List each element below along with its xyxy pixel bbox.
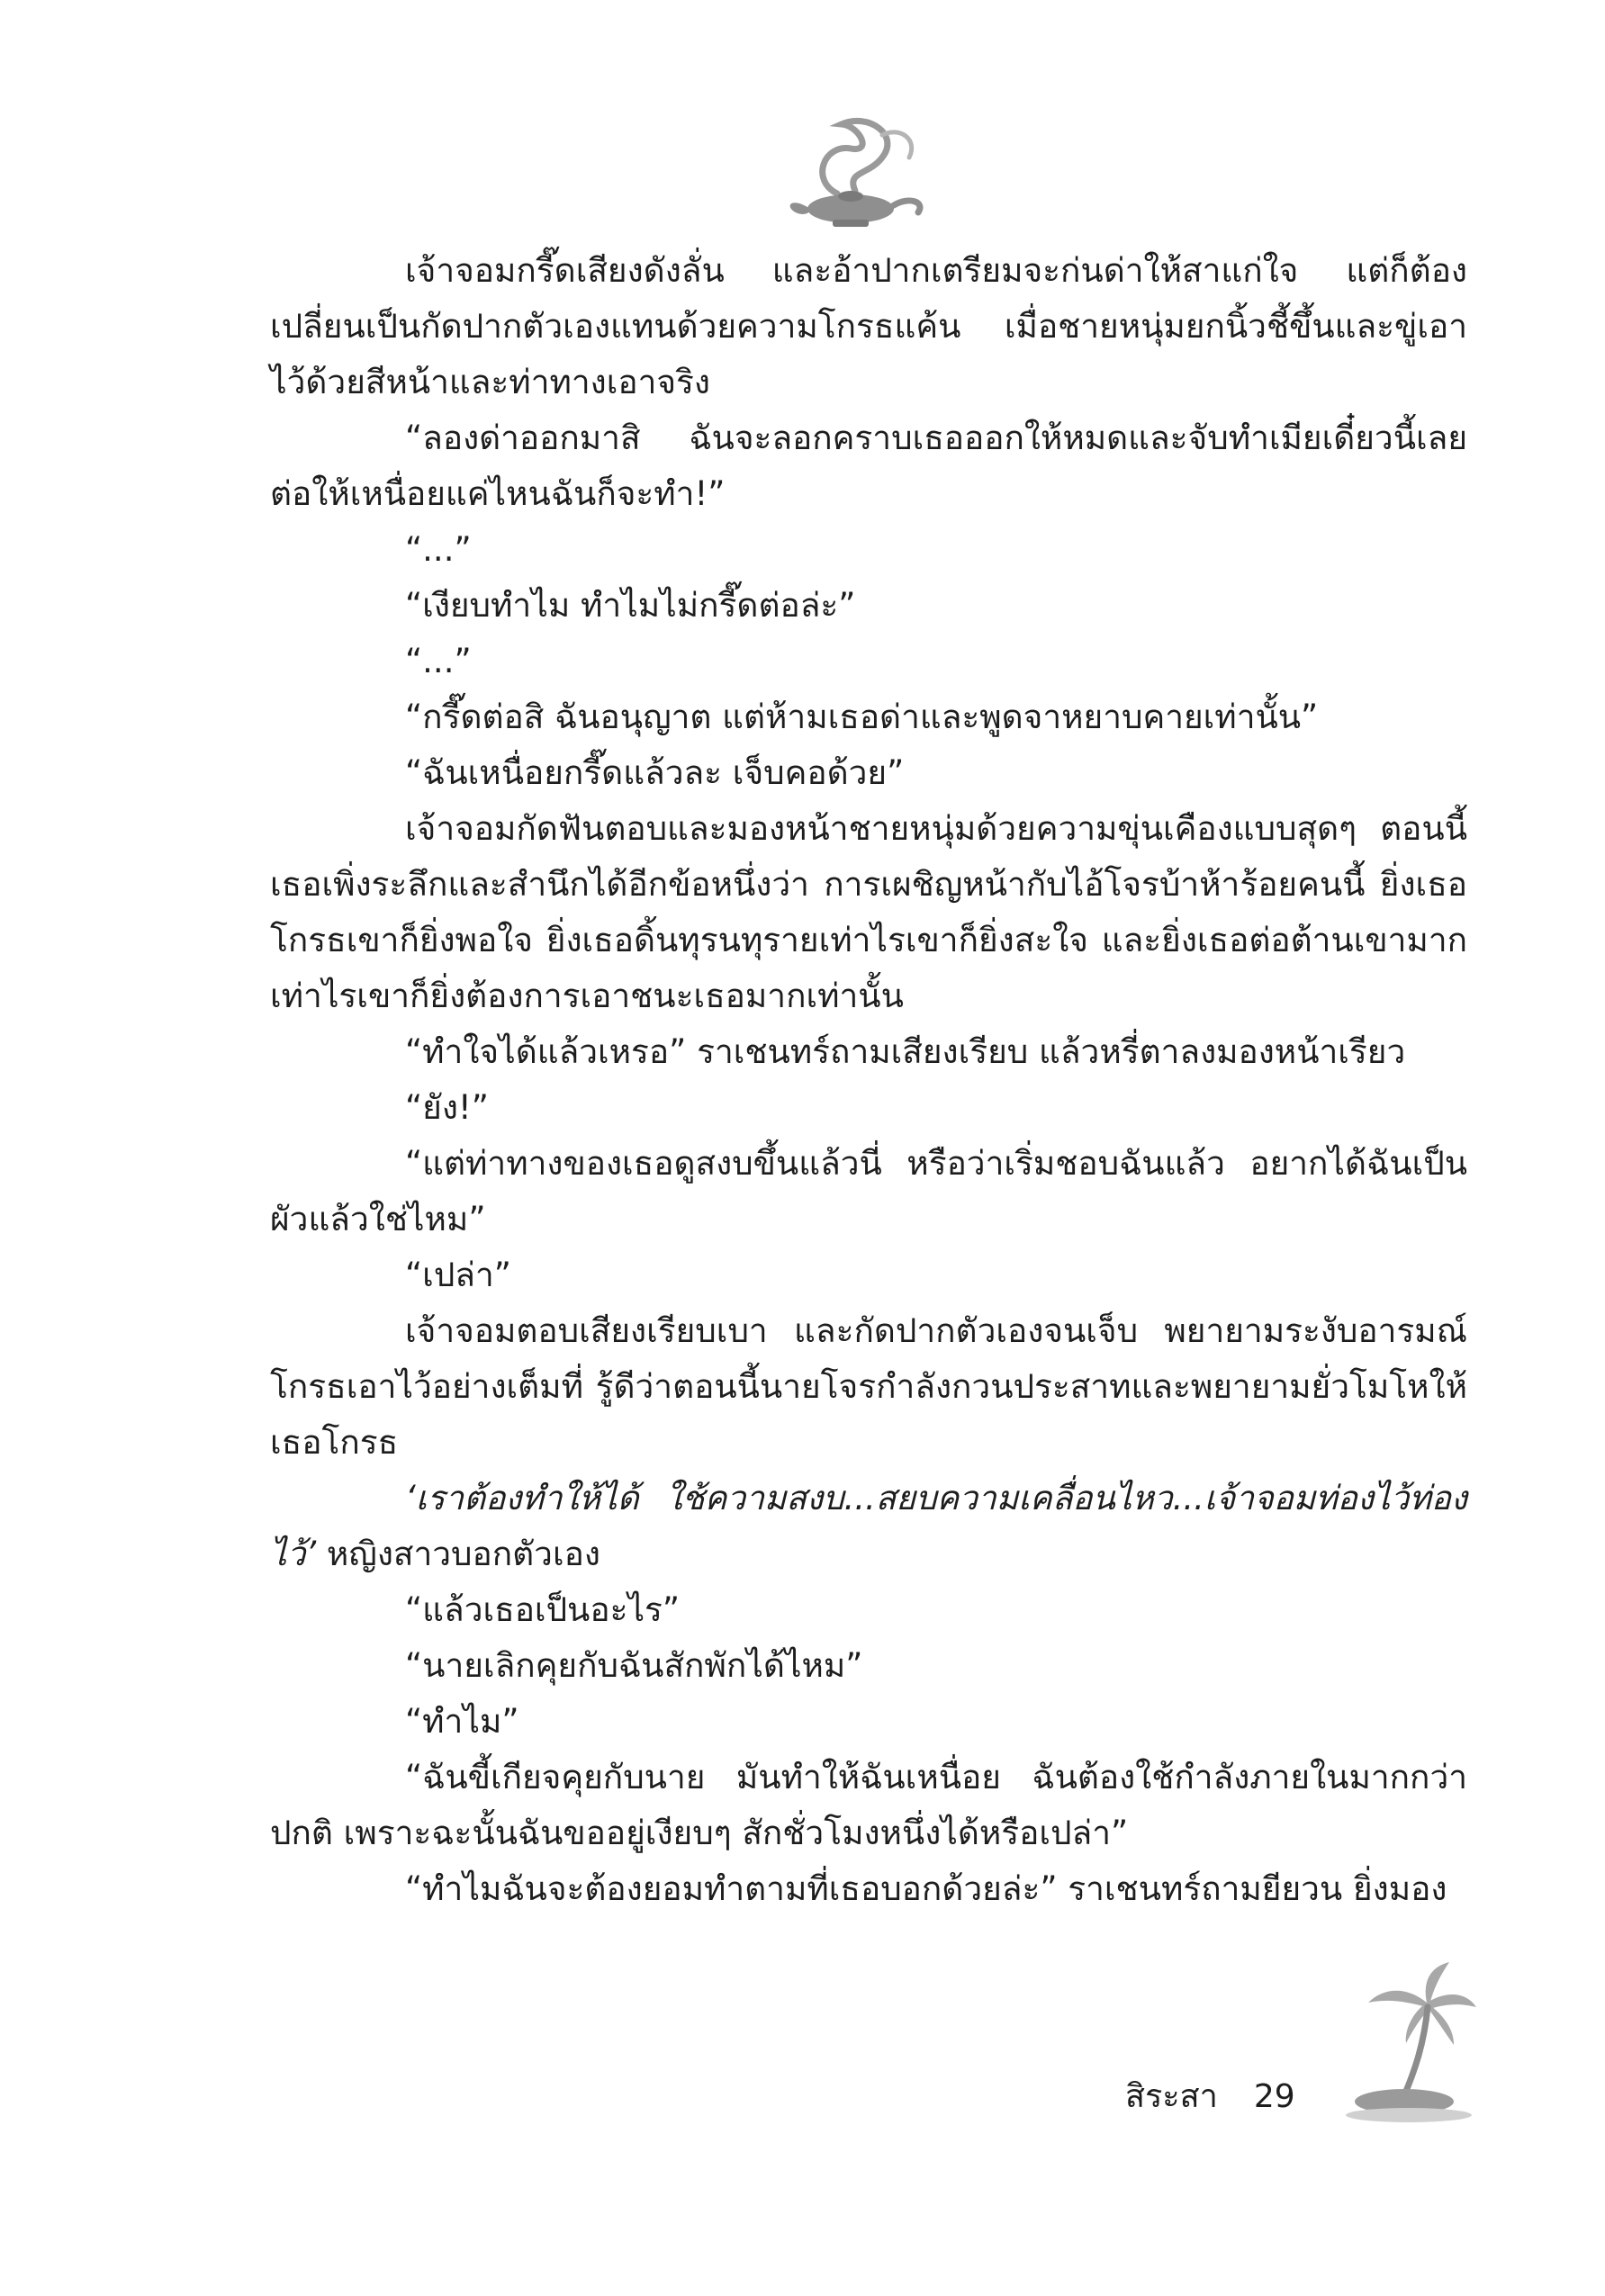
paragraph: “นายเลิกคุยกับฉันสักพักได้ไหม”	[405, 1646, 863, 1685]
genie-lamp-icon	[774, 108, 936, 234]
palm-island-icon	[1341, 1962, 1476, 2124]
paragraph: “ทำไมฉันจะต้องยอมทำตามที่เธอบอกด้วยล่ะ” ราเชนทร์ถามยียวน ยิ่งมอง	[405, 1869, 1447, 1908]
body-text	[270, 243, 1467, 1917]
paragraph: “ฉันเหนื่อยกรี๊ดแล้วละ เจ็บคอด้วย”	[405, 753, 905, 792]
paragraph: “ทำไม”	[405, 1702, 519, 1741]
paragraph-tail: หญิงสาวบอกตัวเอง	[316, 1535, 600, 1573]
paragraph: “เปล่า”	[405, 1256, 511, 1294]
paragraph: “...”	[405, 530, 472, 569]
paragraph: “ทำใจได้แล้วเหรอ” ราเชนทร์ถามเสียงเรียบ แล้วหรี่ตาลงมองหน้าเรียว	[405, 1032, 1406, 1071]
paragraph: “เงียบทำไม ทำไมไม่กรี๊ดต่อล่ะ”	[405, 586, 856, 625]
paragraph: “...”	[405, 642, 472, 680]
paragraph: “ลองด่าออกมาสิ ฉันจะลอกคราบเธอออกให้หมดและจับทำเมียเดี๋ยวนี้เลยต่อให้เหนื่อยแค่ไหนฉันก็จะทำ!”	[270, 419, 1467, 513]
italic-thought: ‘เราต้องทำให้ได้ ใช้ความสงบ...สยบความเคลื่อนไหว...เจ้าจอมท่องไว้ท่องไว้’	[270, 1479, 1467, 1573]
paragraph: “ยัง!”	[405, 1088, 489, 1127]
paragraph: “แต่ท่าทางของเธอดูสงบขึ้นแล้วนี่ หรือว่าเริ่มชอบฉันแล้ว อยากได้ฉันเป็นผัวแล้วใช่ไหม”	[270, 1144, 1467, 1238]
page-footer	[1125, 2070, 1295, 2121]
paragraph: เจ้าจอมตอบเสียงเรียบเบา และกัดปากตัวเองจนเจ็บ พยายามระงับอารมณ์โกรธเอาไว้อย่างเต็มที่ รู้ดีว่าตอนนี้นายโจรกำลังกวนประสาทและพยายามยั่วโมโหให้เธอโกรธ	[270, 1311, 1467, 1462]
paragraph: “แล้วเธอเป็นอะไร”	[405, 1590, 681, 1629]
paragraph: เจ้าจอมกรี๊ดเสียงดังลั่น และอ้าปากเตรียมจะก่นด่าให้สาแก่ใจ แต่ก็ต้องเปลี่ยนเป็นกัดปากตัวเองแทนด้วยความโกรธแค้น เมื่อชายหนุ่มยกนิ้วชี้ขึ้นและขู่เอาไว้ด้วยสีหน้าและท่าทางเอาจริง	[270, 251, 1467, 401]
book-title: สิระสา	[1125, 2078, 1218, 2115]
paragraph: “กรี๊ดต่อสิ ฉันอนุญาต แต่ห้ามเธอด่าและพูดจาหยาบคายเท่านั้น”	[405, 698, 1319, 736]
paragraph: เจ้าจอมกัดฟันตอบและมองหน้าชายหนุ่มด้วยความขุ่นเคืองแบบสุดๆ ตอนนี้เธอเพิ่งระลึกและสำนึกได้อีกข้อหนึ่งว่า การเผชิญหน้ากับไอ้โจรบ้าห้าร้อยคนนี้ ยิ่งเธอโกรธเขาก็ยิ่งพอใจ ยิ่งเธอดิ้นทุรนทุรายเท่าไรเขาก็ยิ่งสะใจ และยิ่งเธอต่อต้านเขามากเท่าไรเขาก็ยิ่งต้องการเอาชนะเธอมากเท่านั้น	[270, 809, 1467, 1015]
page-number: 29	[1253, 2078, 1295, 2115]
paragraph	[270, 1471, 1467, 1582]
paragraph: “ฉันขี้เกียจคุยกับนาย มันทำให้ฉันเหนื่อย ฉันต้องใช้กำลังภายในมากกว่าปกติ เพราะฉะนั้นฉันขออยู่เงียบๆ สักชั่วโมงหนึ่งได้หรือเปล่า”	[270, 1758, 1467, 1852]
